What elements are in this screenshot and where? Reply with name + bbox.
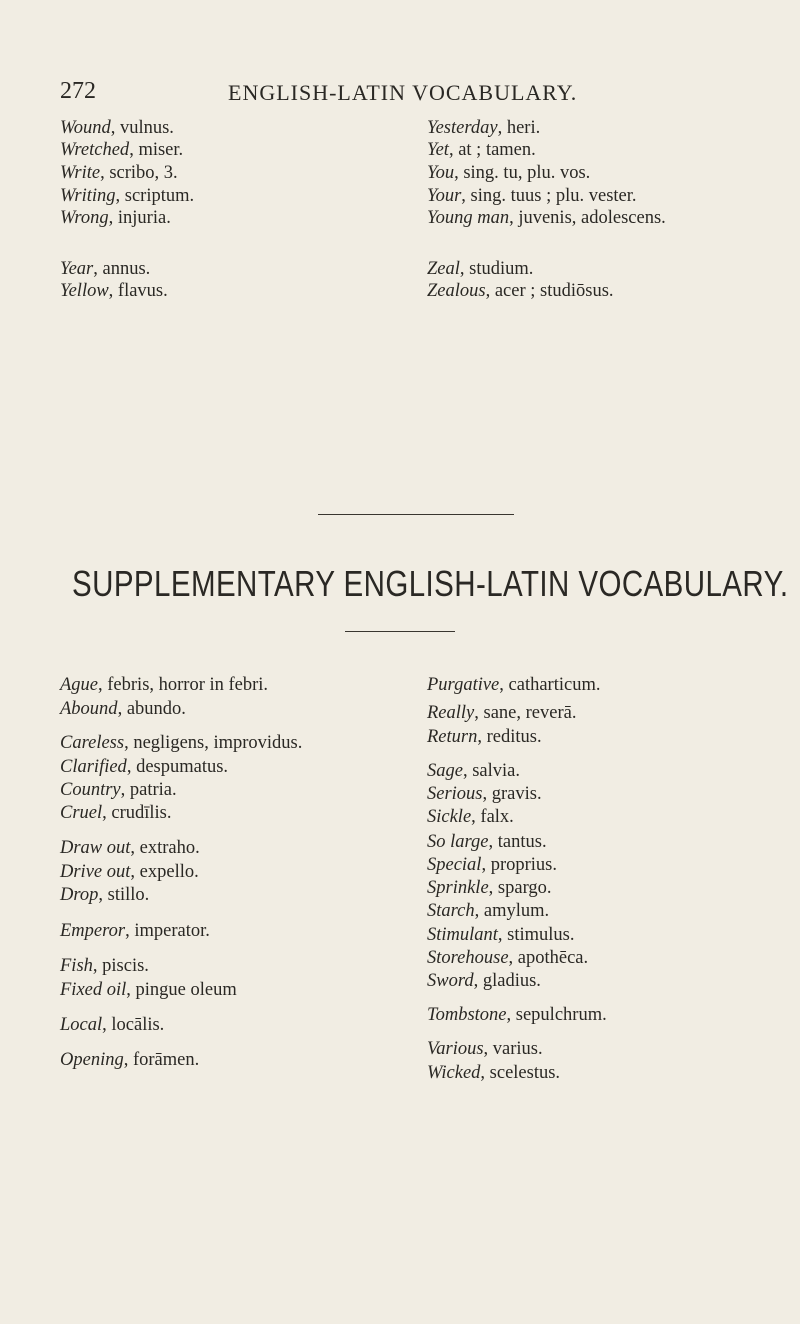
entry-separator: , bbox=[108, 281, 118, 301]
vocab-entry bbox=[427, 1037, 543, 1061]
entry-separator: , bbox=[473, 971, 483, 991]
entry-separator: , bbox=[488, 878, 498, 898]
entry-separator: , bbox=[93, 259, 103, 279]
entry-definition: at ; tamen. bbox=[458, 140, 536, 160]
entry-definition: expello. bbox=[139, 862, 199, 882]
vocab-entry bbox=[427, 279, 614, 303]
entry-term: Really bbox=[427, 703, 475, 723]
entry-definition: febris, horror in febri. bbox=[107, 675, 269, 695]
vocab-entry bbox=[427, 257, 533, 281]
entry-separator: , bbox=[497, 925, 508, 945]
vocab-entry bbox=[427, 830, 547, 854]
entry-separator: , bbox=[92, 956, 103, 976]
entry-separator: , bbox=[462, 761, 473, 781]
entry-separator: , bbox=[474, 703, 484, 723]
entry-definition: gladius. bbox=[482, 971, 541, 991]
vocab-entry bbox=[60, 778, 177, 802]
entry-term: Storehouse bbox=[427, 948, 509, 968]
vocab-entry bbox=[427, 876, 552, 900]
vocab-entry bbox=[427, 1061, 560, 1085]
vocab-entry bbox=[427, 138, 536, 162]
vocab-entry bbox=[60, 138, 183, 162]
entry-definition: forāmen. bbox=[132, 1050, 200, 1070]
entry-term: Careless bbox=[60, 733, 125, 753]
vocab-entry bbox=[60, 978, 237, 1002]
entry-separator: , bbox=[499, 675, 509, 695]
entry-term: Writing bbox=[60, 186, 116, 206]
entry-definition: stillo. bbox=[107, 885, 150, 905]
entry-separator: , bbox=[448, 140, 459, 160]
vocab-entry bbox=[60, 1048, 199, 1072]
entry-definition: proprius. bbox=[490, 855, 557, 875]
entry-term: Cruel bbox=[60, 803, 103, 823]
vocab-entry bbox=[60, 673, 268, 697]
entry-separator: , bbox=[461, 186, 471, 206]
entry-definition: acer ; studiōsus. bbox=[494, 281, 614, 301]
vocab-entry bbox=[427, 116, 540, 140]
vocab-entry bbox=[60, 731, 302, 755]
entry-separator: , bbox=[480, 1063, 490, 1083]
entry-separator: , bbox=[497, 118, 507, 138]
entry-term: Return bbox=[427, 727, 478, 747]
entry-definition: spargo. bbox=[497, 878, 552, 898]
entry-term: Wrong bbox=[60, 208, 109, 228]
entry-term: Write bbox=[60, 163, 101, 183]
entry-separator: , bbox=[509, 208, 519, 228]
vocab-entry bbox=[427, 759, 520, 783]
entry-separator: , bbox=[481, 855, 491, 875]
entry-separator: , bbox=[123, 1050, 133, 1070]
entry-term: Serious bbox=[427, 784, 483, 804]
entry-term: Zeal bbox=[427, 259, 460, 279]
entry-definition: varius. bbox=[492, 1039, 543, 1059]
vocab-entry bbox=[60, 860, 199, 884]
entry-term: Clarified bbox=[60, 757, 127, 777]
entry-definition: reditus. bbox=[486, 727, 542, 747]
vocab-entry bbox=[427, 853, 557, 877]
vocab-entry bbox=[427, 805, 514, 829]
entry-separator: , bbox=[454, 163, 464, 183]
entry-term: Yellow bbox=[60, 281, 109, 301]
entry-term: Ague bbox=[60, 675, 99, 695]
entry-separator: , bbox=[477, 727, 487, 747]
vocab-entry bbox=[427, 725, 542, 749]
vocab-entry bbox=[60, 161, 178, 185]
divider-rule bbox=[318, 514, 514, 515]
entry-term: Drop bbox=[60, 885, 99, 905]
vocab-entry bbox=[60, 954, 149, 978]
entry-separator: , bbox=[483, 1039, 493, 1059]
entry-separator: , bbox=[100, 163, 110, 183]
entry-separator: , bbox=[102, 1015, 112, 1035]
entry-term: Sickle bbox=[427, 807, 472, 827]
entry-term: Yesterday bbox=[427, 118, 498, 138]
entry-separator: , bbox=[508, 948, 518, 968]
entry-definition: apothēca. bbox=[517, 948, 589, 968]
entry-term: Fish bbox=[60, 956, 93, 976]
entry-term: Tombstone bbox=[427, 1005, 507, 1025]
vocab-entry bbox=[427, 184, 637, 208]
entry-definition: scribo, 3. bbox=[109, 163, 178, 183]
entry-separator: , bbox=[108, 208, 118, 228]
vocab-entry bbox=[60, 836, 200, 860]
vocab-entry bbox=[60, 184, 194, 208]
entry-separator: , bbox=[115, 186, 125, 206]
title-underline-rule bbox=[345, 631, 455, 632]
entry-term: Stimulant bbox=[427, 925, 498, 945]
entry-separator: , bbox=[485, 281, 495, 301]
entry-separator: , bbox=[126, 980, 136, 1000]
section-title: SUPPLEMENTARY ENGLISH-LATIN VOCABULARY. bbox=[72, 563, 789, 604]
entry-definition: scelestus. bbox=[489, 1063, 561, 1083]
entry-definition: sing. tuus ; plu. vester. bbox=[470, 186, 637, 206]
entry-term: Country bbox=[60, 780, 121, 800]
entry-term: Drive out bbox=[60, 862, 131, 882]
entry-term: Purgative bbox=[427, 675, 500, 695]
entry-term: Wicked bbox=[427, 1063, 481, 1083]
entry-definition: stimulus. bbox=[507, 925, 575, 945]
entry-definition: sane, reverā. bbox=[483, 703, 577, 723]
vocab-entry bbox=[427, 923, 575, 947]
entry-definition: heri. bbox=[506, 118, 541, 138]
entry-definition: annus. bbox=[102, 259, 151, 279]
entry-term: Zealous bbox=[427, 281, 486, 301]
entry-definition: gravis. bbox=[491, 784, 542, 804]
entry-separator: , bbox=[98, 885, 108, 905]
vocab-entry bbox=[60, 755, 228, 779]
entry-definition: sepulchrum. bbox=[515, 1005, 607, 1025]
entry-separator: , bbox=[129, 140, 139, 160]
vocab-entry bbox=[60, 1013, 164, 1037]
vocab-entry bbox=[60, 919, 210, 943]
entry-separator: , bbox=[488, 832, 498, 852]
entry-separator: , bbox=[98, 675, 108, 695]
entry-term: Local bbox=[60, 1015, 103, 1035]
entry-definition: extraho. bbox=[139, 838, 200, 858]
vocab-entry bbox=[427, 206, 666, 230]
entry-definition: crudīlis. bbox=[111, 803, 172, 823]
entry-term: Draw out bbox=[60, 838, 131, 858]
vocab-entry bbox=[60, 116, 174, 140]
entry-definition: amylum. bbox=[483, 901, 550, 921]
entry-separator: , bbox=[130, 838, 140, 858]
entry-term: Wound bbox=[60, 118, 111, 138]
entry-definition: scriptum. bbox=[124, 186, 195, 206]
entry-separator: , bbox=[459, 259, 470, 279]
entry-definition: pingue oleum bbox=[135, 980, 237, 1000]
entry-definition: piscis. bbox=[102, 956, 149, 976]
entry-term: You bbox=[427, 163, 455, 183]
entry-separator: , bbox=[117, 699, 127, 719]
entry-separator: , bbox=[120, 780, 130, 800]
entry-separator: , bbox=[482, 784, 492, 804]
vocab-entry bbox=[60, 697, 186, 721]
entry-definition: miser. bbox=[138, 140, 184, 160]
entry-separator: , bbox=[474, 901, 484, 921]
entry-definition: abundo. bbox=[126, 699, 186, 719]
entry-definition: imperator. bbox=[134, 921, 210, 941]
entry-term: Your bbox=[427, 186, 462, 206]
entry-definition: falx. bbox=[480, 807, 514, 827]
vocab-entry bbox=[60, 257, 150, 281]
entry-term: Abound bbox=[60, 699, 118, 719]
entry-term: Emperor bbox=[60, 921, 126, 941]
vocab-entry bbox=[60, 883, 149, 907]
entry-separator: , bbox=[126, 757, 137, 777]
page-number: 272 bbox=[60, 78, 96, 104]
entry-term: So large bbox=[427, 832, 489, 852]
entry-separator: , bbox=[130, 862, 140, 882]
vocab-entry bbox=[427, 161, 590, 185]
entry-term: Sage bbox=[427, 761, 463, 781]
entry-term: Yet bbox=[427, 140, 449, 160]
running-title: ENGLISH-LATIN VOCABULARY. bbox=[228, 80, 578, 105]
entry-definition: negligens, improvidus. bbox=[133, 733, 303, 753]
entry-term: Wretched bbox=[60, 140, 130, 160]
vocab-entry bbox=[427, 782, 542, 806]
entry-definition: patria. bbox=[129, 780, 177, 800]
entry-term: Sprinkle bbox=[427, 878, 489, 898]
entry-term: Various bbox=[427, 1039, 484, 1059]
entry-term: Year bbox=[60, 259, 94, 279]
entry-term: Starch bbox=[427, 901, 475, 921]
entry-term: Young man bbox=[427, 208, 510, 228]
entry-term: Fixed oil bbox=[60, 980, 127, 1000]
entry-separator: , bbox=[506, 1005, 516, 1025]
entry-separator: , bbox=[124, 733, 134, 753]
entry-separator: , bbox=[471, 807, 481, 827]
vocab-entry bbox=[427, 946, 588, 970]
entry-definition: tantus. bbox=[497, 832, 547, 852]
vocab-entry bbox=[427, 1003, 607, 1027]
vocab-entry bbox=[427, 969, 541, 993]
vocab-entry bbox=[427, 899, 549, 923]
vocab-entry bbox=[427, 673, 600, 697]
entry-definition: vulnus. bbox=[119, 118, 174, 138]
entry-definition: salvia. bbox=[472, 761, 520, 781]
vocab-entry bbox=[60, 206, 171, 230]
entry-term: Special bbox=[427, 855, 482, 875]
vocab-entry bbox=[60, 801, 172, 825]
entry-definition: locālis. bbox=[111, 1015, 165, 1035]
entry-term: Sword bbox=[427, 971, 474, 991]
entry-definition: studium. bbox=[469, 259, 534, 279]
entry-definition: injuria. bbox=[117, 208, 171, 228]
vocab-entry bbox=[427, 701, 576, 725]
entry-definition: catharticum. bbox=[508, 675, 601, 695]
entry-definition: sing. tu, plu. vos. bbox=[463, 163, 591, 183]
entry-separator: , bbox=[102, 803, 112, 823]
entry-definition: flavus. bbox=[117, 281, 168, 301]
entry-separator: , bbox=[110, 118, 120, 138]
entry-definition: juvenis, adolescens. bbox=[518, 208, 666, 228]
vocab-entry bbox=[60, 279, 168, 303]
entry-separator: , bbox=[125, 921, 135, 941]
entry-definition: despumatus. bbox=[136, 757, 229, 777]
entry-term: Opening bbox=[60, 1050, 124, 1070]
